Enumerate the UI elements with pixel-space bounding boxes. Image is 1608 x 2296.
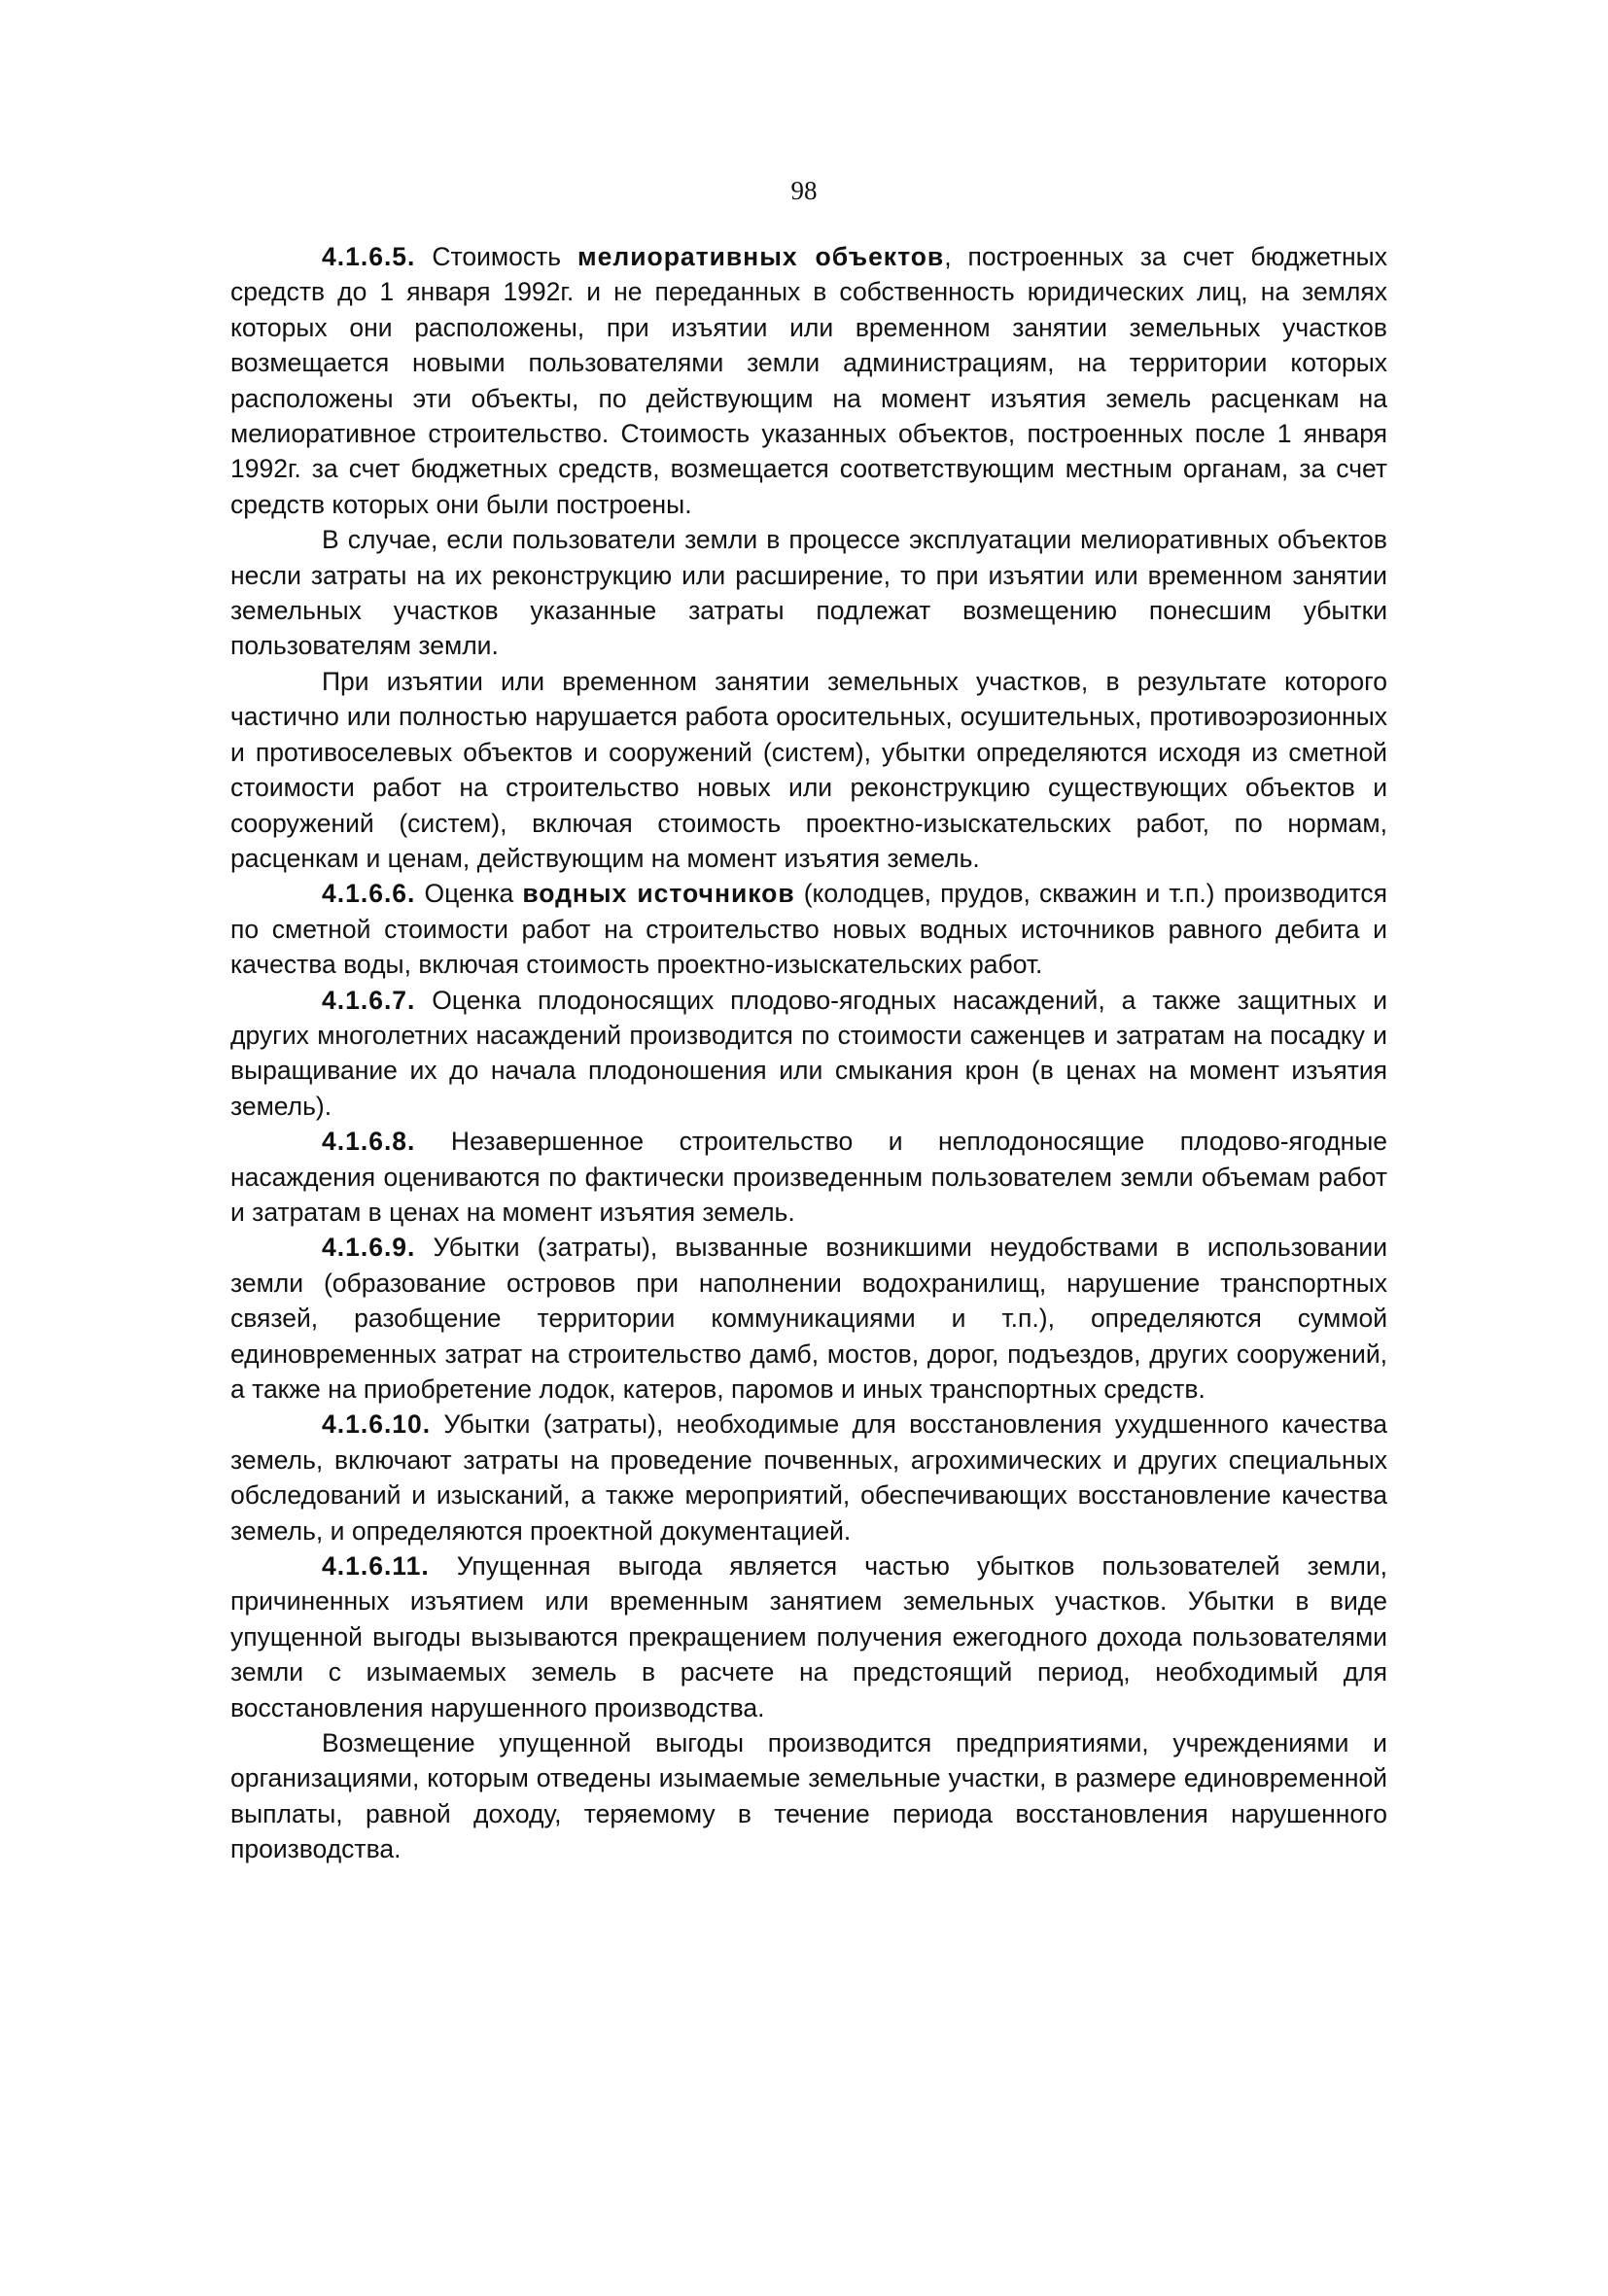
text-run: (колодцев, прудов, скважин и т.п.) производится по сметной стоимости работ на строительство новых водных источников равного дебита и качества воды, включая стоимость проектно-изыскательских работ. bbox=[230, 879, 1387, 980]
text-run: Стоимость bbox=[415, 242, 578, 271]
text-run: Незавершенное строительство и неплодоносящие плодово-ягодные насаждения оцениваются по фактически произведенным пользователем земли объемам работ и затратам в ценах на момент изъятия земель. bbox=[230, 1127, 1387, 1227]
highlighted-term: водных источников bbox=[522, 879, 795, 909]
section-number: 4.1.6.9. bbox=[322, 1233, 416, 1263]
text-run: В случае, если пользователи земли в процессе эксплуатации мелиоративных объектов несли затраты на их реконструкцию или расширение, то при изъятии или временном занятии земельных участков указанные затраты подлежат возмещению понесшим убытки пользователям земли. bbox=[230, 525, 1387, 661]
paragraph-irrigation-systems bbox=[230, 664, 1387, 876]
paragraph-4-1-6-5 bbox=[230, 239, 1387, 522]
paragraph-4-1-6-8 bbox=[230, 1124, 1387, 1230]
paragraph-4-1-6-11 bbox=[230, 1548, 1387, 1725]
text-run: Оценка bbox=[415, 879, 523, 909]
paragraph-reconstruction-costs bbox=[230, 522, 1387, 664]
section-number: 4.1.6.6. bbox=[322, 879, 416, 909]
paragraph-4-1-6-10 bbox=[230, 1407, 1387, 1548]
highlighted-term: мелиоративных объектов bbox=[577, 242, 945, 271]
text-run: При изъятии или временном занятии земельных участков, в результате которого частично или полностью нарушается работа оросительных, осушительных, противоэрозионных и противоселевых объектов и сооружений (систем), убытки определяются исходя из сметной стоимости работ на строительство новых или реконструкцию существующих объектов и сооружений (систем), включая стоимость проектно-изыскательских работ, по нормам, расценкам и ценам, действующим на момент изъятия земель. bbox=[230, 666, 1387, 873]
section-number: 4.1.6.5. bbox=[322, 242, 416, 271]
text-run: Возмещение упущенной выгоды производится предприятиями, учреждениями и организациями, которым отведены изымаемые земельные участки, в размере единовременной выплаты, равной доходу, теряемому в течение периода восстановления нарушенного производства. bbox=[230, 1728, 1387, 1864]
section-number: 4.1.6.10. bbox=[322, 1409, 432, 1440]
text-run: Убытки (затраты), необходимые для восстановления ухудшенного качества земель, включают затраты на проведение почвенных, агрохимических и других специальных обследований и изысканий, а также мероприятий, обеспечивающих восстановление качества земель, и определяются проектной документацией. bbox=[230, 1409, 1387, 1546]
section-number: 4.1.6.8. bbox=[322, 1127, 416, 1157]
page-number: 98 bbox=[790, 176, 818, 205]
text-run: Оценка плодоносящих плодово-ягодных насаждений, а также защитных и других многолетних насаждений производится по стоимости саженцев и затратам на посадку и выращивание их до начала плодоношения или смыкания крон (в ценах на момент изъятия земель). bbox=[230, 985, 1387, 1121]
paragraph-lost-profit-compensation bbox=[230, 1725, 1387, 1867]
text-run: , построенных за счет бюджетных средств до 1 января 1992г. и не переданных в собственность юридических лиц, на землях которых они расположены, при изъятии или временном занятии земельных участков возмещается новыми пользователями земли администрациям, на территории которых расположены эти объекты, по действующим на момент изъятия земель расценкам на мелиоративное строительство. Стоимость указанных объектов, построенных после 1 января 1992г. за счет бюджетных средств, возмещается соответствующим местным органам, за счет средств которых они были построены. bbox=[230, 242, 1387, 519]
section-number: 4.1.6.7. bbox=[322, 985, 416, 1015]
paragraph-4-1-6-7 bbox=[230, 983, 1387, 1125]
document-body bbox=[230, 239, 1387, 1867]
paragraph-4-1-6-9 bbox=[230, 1230, 1387, 1407]
paragraph-4-1-6-6 bbox=[230, 876, 1387, 982]
text-run: Убытки (затраты), вызванные возникшими неудобствами в использовании земли (образование островов при наполнении водохранилищ, нарушение транспортных связей, разобщение территории коммуникациями и т.п.), определяются суммой единовременных затрат на строительство дамб, мостов, дорог, подъездов, других сооружений, а также на приобретение лодок, катеров, паромов и иных транспортных средств. bbox=[230, 1233, 1387, 1404]
section-number: 4.1.6.11. bbox=[322, 1551, 430, 1582]
text-run: Упущенная выгода является частью убытков пользователей земли, причиненных изъятием или временным занятием земельных участков. Убытки в виде упущенной выгоды вызываются прекращением получения ежегодного дохода пользователями земли с изымаемых земель в расчете на предстоящий период, необходимый для восстановления нарушенного производства. bbox=[230, 1551, 1387, 1722]
